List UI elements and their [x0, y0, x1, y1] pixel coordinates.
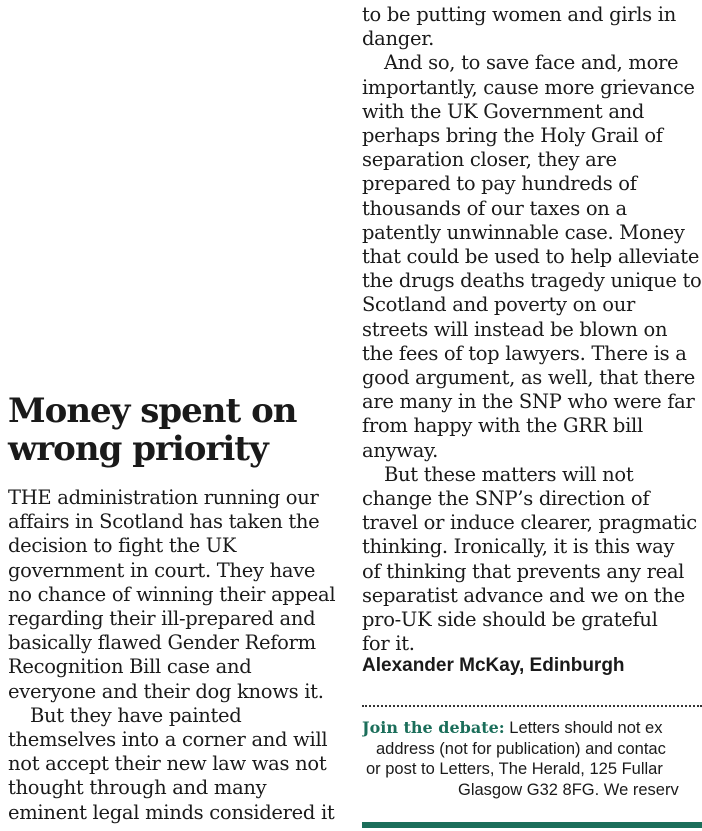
join-text: Letters should not ex	[504, 719, 663, 737]
text-line: everyone and their dog knows it.	[8, 679, 324, 703]
text-line: no chance of winning their appeal	[8, 582, 336, 606]
text-line: Scotland and poverty on our	[362, 293, 635, 317]
text-line: that could be used to help alleviate	[362, 245, 700, 269]
text-line: decision to fight the UK	[8, 534, 237, 558]
text-line: thought through and many	[8, 776, 267, 800]
text-line: separatist advance and we on the	[362, 583, 685, 607]
text-line: prepared to pay hundreds of	[362, 172, 637, 196]
letter-signature: Alexander McKay, Edinburgh	[362, 655, 625, 676]
text-line: themselves into a corner and will	[8, 728, 328, 752]
letter-column-left	[8, 486, 343, 825]
text-line: THE administration running our	[8, 486, 319, 509]
text-line: But these matters will not	[384, 462, 634, 486]
text-line: basically flawed Gender Reform	[8, 631, 316, 655]
text-line: travel or induce clearer, pragmatic	[362, 511, 697, 535]
text-line: the drugs deaths tragedy unique to	[362, 269, 702, 293]
text-line: not accept their new law was not	[8, 752, 327, 776]
text-line: from happy with the GRR bill	[362, 414, 643, 438]
join-the-debate-box	[362, 718, 702, 814]
text-line: change the SNP’s direction of	[362, 487, 650, 511]
text-line: But they have painted	[30, 703, 242, 727]
text-line: government in court. They have	[8, 558, 316, 582]
text-line: affairs in Scotland has taken the	[8, 510, 320, 534]
headline	[8, 392, 296, 468]
divider	[362, 705, 702, 707]
text-line: of thinking that prevents any real	[362, 559, 685, 583]
text-line: Recognition Bill case and	[8, 655, 252, 679]
text-line: perhaps bring the Holy Grail of	[362, 124, 663, 148]
accent-rule	[362, 822, 702, 828]
text-line: to be putting women and girls in	[362, 3, 676, 26]
text-line: importantly, cause more grievance	[362, 75, 695, 99]
text-line: separation closer, they are	[362, 148, 617, 172]
headline-line: wrong priority	[8, 429, 268, 469]
text-line: eminent legal minds considered it	[8, 800, 335, 824]
text-line: patently unwinnable case. Money	[362, 220, 685, 244]
text-line: thinking. Ironically, it is this way	[362, 535, 675, 559]
join-line: Glasgow G32 8FG. We reserv	[458, 780, 679, 799]
text-line: regarding their ill-prepared and	[8, 607, 316, 631]
join-line: address (not for publication) and contac	[376, 739, 666, 758]
text-line: anyway.	[362, 438, 439, 462]
text-line: with the UK Government and	[362, 99, 645, 123]
text-line: for it.	[362, 632, 415, 656]
text-line: streets will instead be blown on	[362, 317, 668, 341]
headline-line: Money spent on	[8, 391, 297, 431]
text-line: the fees of top lawyers. There is a	[362, 341, 687, 365]
text-line: And so, to save face and, more	[384, 51, 679, 75]
text-line: thousands of our taxes on a	[362, 196, 627, 220]
join-line: or post to Letters, The Herald, 125 Fullar	[366, 760, 663, 778]
join-line	[362, 718, 702, 739]
text-line: are many in the SNP who were far	[362, 390, 695, 414]
letter-column-right	[362, 3, 702, 656]
join-label: Join the debate:	[362, 718, 505, 737]
text-line: danger.	[362, 27, 434, 51]
text-line: good argument, as well, that there	[362, 366, 696, 390]
text-line: pro-UK side should be grateful	[362, 608, 658, 632]
